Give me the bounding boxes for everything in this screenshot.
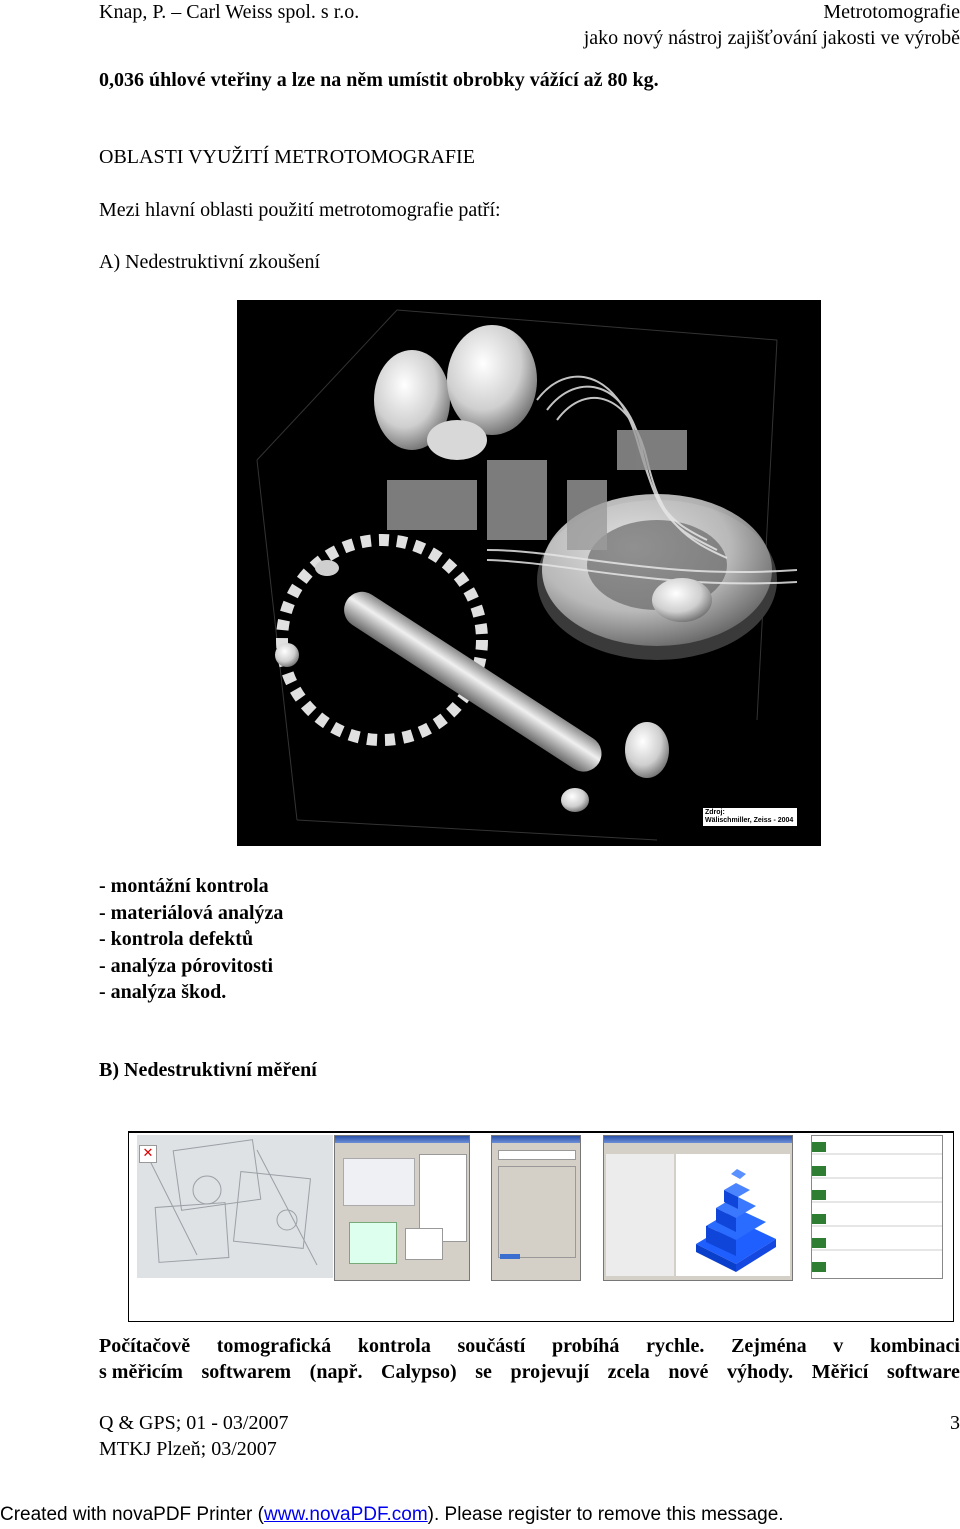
- header-subtitle: jako nový nástroj zajišťování jakosti ve výrobě: [583, 27, 960, 49]
- close-icon: ✕: [139, 1145, 157, 1163]
- word: zcela: [607, 1361, 650, 1383]
- word: s měřicím: [99, 1361, 183, 1383]
- pdf-watermark: [0, 1500, 960, 1529]
- section-title: OBLASTI VYUŽITÍ METROTOMOGRAFIE: [99, 146, 475, 168]
- window-titlebar: [604, 1136, 792, 1143]
- word: kombinaci: [869, 1335, 960, 1357]
- window-titlebar: [492, 1136, 580, 1143]
- word: (např.: [309, 1361, 363, 1383]
- word: projevují: [510, 1361, 589, 1383]
- word: software: [886, 1361, 960, 1383]
- word: nové: [668, 1361, 709, 1383]
- watermark-link[interactable]: www.novaPDF.com: [264, 1504, 428, 1525]
- progress-bar: [500, 1254, 520, 1259]
- word: softwarem: [201, 1361, 292, 1383]
- list-item: - kontrola defektů: [99, 928, 254, 950]
- drawing-sheets-illustration: [137, 1135, 333, 1278]
- stepped-part-illustration: [676, 1154, 790, 1276]
- values-box: [349, 1222, 397, 1264]
- part-a-list: [99, 873, 283, 1006]
- software-screenshots-strip: [128, 1131, 954, 1322]
- list-item: - analýza škod.: [99, 981, 227, 1003]
- word: rychle.: [646, 1335, 705, 1357]
- software-window-settings: [334, 1135, 470, 1281]
- footer-event: MTKJ Plzeň; 03/2007: [99, 1438, 277, 1460]
- page-number: 3: [950, 1412, 960, 1434]
- image-source-label: [703, 808, 797, 826]
- feature-list: [606, 1154, 674, 1276]
- part-preview: [405, 1228, 443, 1260]
- results-table-image: [811, 1135, 943, 1279]
- ct-render-illustration: [237, 300, 821, 846]
- drawing-sheets-image: [137, 1135, 333, 1278]
- word: v: [833, 1335, 844, 1357]
- watermark-text: Created with novaPDF Printer (: [0, 1504, 264, 1525]
- word: výhody.: [726, 1361, 794, 1383]
- intro-line: 0,036 úhlové vteřiny a lze na něm umístit obrobky vážící až 80 kg.: [99, 69, 659, 91]
- header-title: Metrotomografie: [823, 1, 960, 23]
- word: Měřicí: [811, 1361, 869, 1383]
- file-field: [498, 1150, 576, 1160]
- image-source-text: Wälischmiller, Zeiss - 2004: [705, 817, 794, 824]
- software-window-calypso: [603, 1135, 793, 1281]
- header-author: Knap, P. – Carl Weiss spol. s r.o.: [99, 1, 360, 23]
- part-3d-view: [676, 1154, 790, 1276]
- word: součástí: [457, 1335, 526, 1357]
- list-item: - materiálová analýza: [99, 901, 284, 924]
- word: se: [475, 1361, 492, 1383]
- parameter-group: [498, 1166, 576, 1258]
- list-item: - montážní kontrola: [99, 875, 269, 897]
- word: kontrola: [357, 1335, 431, 1357]
- results-table-illustration: [812, 1136, 942, 1278]
- word: Calypso): [381, 1361, 457, 1383]
- watermark-text-end: ). Please register to remove this message.: [427, 1504, 784, 1525]
- word: Počítačově: [99, 1335, 191, 1357]
- paragraph-line-1: [99, 1333, 960, 1359]
- machine-thumbnail: [343, 1158, 415, 1206]
- section-intro: Mezi hlavní oblasti použití metrotomografie patří:: [99, 199, 501, 221]
- word: probíhá: [551, 1335, 620, 1357]
- software-window-parameters: [491, 1135, 581, 1281]
- ct-scan-image: [237, 300, 821, 846]
- word: Zejména: [731, 1335, 807, 1357]
- part-a-heading: A) Nedestruktivní zkoušení: [99, 251, 321, 273]
- part-b-heading: B) Nedestruktivní měření: [99, 1059, 317, 1081]
- word: tomografická: [216, 1335, 332, 1357]
- window-titlebar: [335, 1136, 469, 1143]
- list-item: - analýza pórovitosti: [99, 954, 274, 977]
- image-source-title: Zdroj:: [705, 809, 725, 816]
- footer-journal: Q & GPS; 01 - 03/2007: [99, 1412, 289, 1434]
- paragraph-line-2: [99, 1359, 960, 1385]
